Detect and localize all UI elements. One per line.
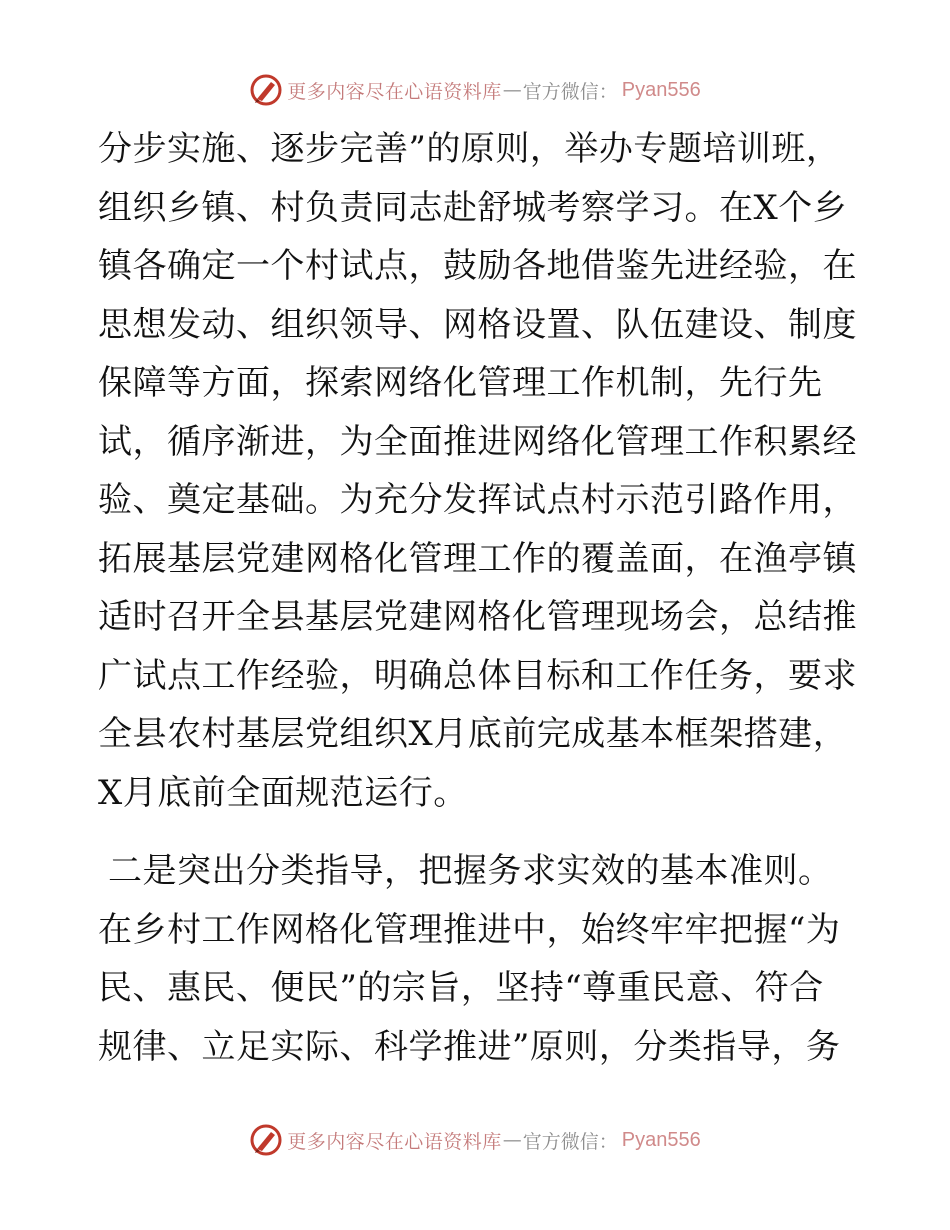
text-line: 民、惠民、便民”的宗旨，坚持“尊重民意、符合 xyxy=(98,968,824,1008)
watermark-label: 官方微信： xyxy=(522,80,618,103)
pen-logo-icon xyxy=(249,73,283,107)
watermark-separator: — xyxy=(502,1129,522,1151)
watermark-site-text: 更多内容尽在心语资料库 xyxy=(287,1130,502,1153)
watermark-site-text: 更多内容尽在心语资料库 xyxy=(287,80,502,103)
watermark-account: Pyan556 xyxy=(621,1128,701,1151)
text-line: 镇各确定一个村试点，鼓励各地借鉴先进经验，在 xyxy=(98,246,857,286)
header-watermark xyxy=(0,70,950,110)
text-line: 广试点工作经验，明确总体目标和工作任务，要求 xyxy=(98,655,857,696)
watermark-account: Pyan556 xyxy=(621,78,701,101)
text-line: 分步实施、逐步完善”的原则，举办专题培训班， xyxy=(98,129,841,169)
paragraph xyxy=(98,842,858,1076)
text-line: X月底前全面规范运行。 xyxy=(98,772,468,813)
text-line: 验、奠定基础。为充分发挥试点村示范引路作用， xyxy=(98,480,857,520)
watermark-label: 官方微信： xyxy=(522,1130,618,1153)
watermark-separator: — xyxy=(502,79,522,101)
text-line: 思想发动、组织领导、网格设置、队伍建设、制度 xyxy=(98,304,857,345)
pen-logo-icon xyxy=(249,1123,283,1157)
paragraph xyxy=(98,120,858,822)
text-line: 试，循序渐进，为全面推进网络化管理工作积累经 xyxy=(98,421,857,462)
document-body xyxy=(98,120,858,1076)
footer-watermark xyxy=(0,1120,950,1160)
text-line: 在乡村工作网格化管理推进中，始终牢牢把握“为 xyxy=(98,909,841,950)
text-line: 二是突出分类指导，把握务求实效的基本准则。 xyxy=(108,851,833,891)
text-line: 全县农村基层党组织X月底前完成基本框架搭建， xyxy=(98,714,848,754)
paragraph-spacer xyxy=(98,822,858,842)
text-line: 适时召开全县基层党建网格化管理现场会，总结推 xyxy=(98,597,857,637)
text-line: 组织乡镇、村负责同志赴舒城考察学习。在X个乡 xyxy=(98,187,848,228)
text-line: 保障等方面，探索网络化管理工作机制，先行先 xyxy=(98,363,823,403)
text-line: 规律、立足实际、科学推进”原则，分类指导，务 xyxy=(98,1026,841,1067)
text-line: 拓展基层党建网格化管理工作的覆盖面，在渔亭镇 xyxy=(98,538,857,579)
